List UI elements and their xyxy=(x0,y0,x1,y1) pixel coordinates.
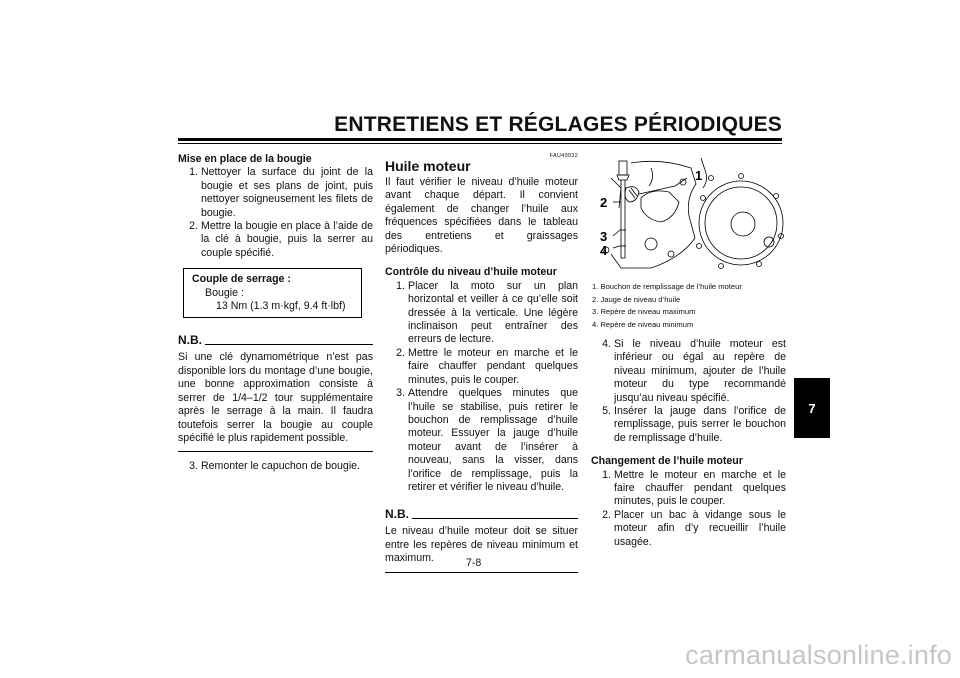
column-right xyxy=(591,338,786,549)
callout-4: 4 xyxy=(600,243,608,258)
nb-label: N.B. xyxy=(385,507,409,522)
section-intro: Il faut vérifier le niveau d’huile moteur avant chaque départ. Il convient également de changer l’huile aux fréquences spécifiées dans le tableau des entretiens et graissages périodiques. xyxy=(385,176,578,256)
nb-bottom-rule xyxy=(385,572,578,573)
torque-spec-box xyxy=(183,268,362,318)
section-title: Huile moteur xyxy=(385,158,471,174)
list-item: 5. Insérer la jauge dans l’orifice de remplissage, puis serrer le bouchon de remplissage d’huile. xyxy=(602,405,786,444)
list-item: 3. Remonter le capuchon de bougie. xyxy=(189,460,361,473)
nb-text: Si une clé dynamométrique n’est pas disponible lors du montage d’une bougie, une bonne approximation consiste à serrer de 1/4–1/2 tour supplémentaire après le serrage à la main. Il faudra toutefois serrer la bougie au couple spécifié le plus rapidement possible. xyxy=(178,351,373,444)
chapter-tab: 7 xyxy=(794,378,830,438)
figure-caption: 3. Repère de niveau maximum xyxy=(592,307,696,317)
oil-check-heading: Contrôle du niveau d’huile moteur xyxy=(385,266,557,279)
page-number: 7-8 xyxy=(466,557,482,569)
figure-caption: 2. Jauge de niveau d’huile xyxy=(592,294,681,304)
column-left xyxy=(178,153,373,474)
list-item: 1. Placer la moto sur un plan horizontal et veiller à ce qu’elle soit dressée à la verticale. Une légère inclinaison peut entraîner des erreurs de lecture. xyxy=(396,279,578,346)
spark-plug-install-heading: Mise en place de la bougie xyxy=(178,153,312,165)
spark-plug-steps xyxy=(178,166,373,260)
list-item: 1. Mettre le moteur en marche et le faire chauffer pendant quelques minutes, puis le couper. xyxy=(602,468,786,508)
callout-2: 2 xyxy=(600,195,608,210)
torque-spec-value: 13 Nm (1.3 m·kgf, 9.4 ft·lbf) xyxy=(216,300,346,313)
oil-change-heading: Changement de l’huile moteur xyxy=(591,455,743,468)
engine-illustration xyxy=(591,158,786,276)
nb-header xyxy=(385,508,578,521)
page-title: ENTRETIENS ET RÉGLAGES PÉRIODIQUES xyxy=(334,113,782,136)
figure-caption: 1. Bouchon de remplissage de l’huile moteur xyxy=(592,282,742,291)
list-item: 2. Mettre le moteur en marche et le faire chauffer pendant quelques minutes, puis le couper. xyxy=(396,346,578,386)
nb-rule xyxy=(412,518,578,519)
column-middle xyxy=(385,153,578,573)
section-code: FAU49932 xyxy=(549,153,578,159)
oil-check-steps-cont xyxy=(591,338,786,445)
list-item: 3. Attendre quelques minutes que l’huile se stabilise, puis retirer le bouchon de remplissage d’huile moteur. Essuyer la jauge d’huile moteur avant de l’insérer à nouveau, sans la visser, dans l’orifice de remplissage, puis la retirer et vérifier le niveau d’huile. xyxy=(396,387,578,493)
list-item: 2. Placer un bac à vidange sous le moteur afin d’y recueillir l’huile usagée. xyxy=(602,508,786,548)
nb-rule xyxy=(205,344,373,345)
nb-label: N.B. xyxy=(178,333,202,348)
oil-check-steps xyxy=(385,280,578,495)
torque-spec-title: Couple de serrage : xyxy=(192,273,291,286)
nb-text: Le niveau d’huile moteur doit se situer entre les repères de niveau minimum et maximum. xyxy=(385,525,578,565)
header-rule-thin xyxy=(178,143,782,144)
nb-bottom-rule xyxy=(178,451,373,452)
figure-captions xyxy=(592,281,787,331)
watermark: carmanualsonline.info xyxy=(685,640,952,670)
nb-header xyxy=(178,334,373,347)
callout-1: 1 xyxy=(695,168,703,183)
list-item: 4. Si le niveau d’huile moteur est inférieur ou égal au repère de niveau minimum, ajouter de l’huile moteur du type recommandé jusqu’au niveau spécifié. xyxy=(602,338,786,404)
header-rule-thick xyxy=(178,138,782,141)
figure-caption: 4. Repère de niveau minimum xyxy=(592,319,694,329)
oil-change-steps xyxy=(591,469,786,549)
engine-oil-figure xyxy=(591,158,786,276)
torque-spec-item: Bougie : xyxy=(205,286,244,299)
list-item: 2. Mettre la bougie en place à l’aide de la clé à bougie, puis la serrer au couple spécifié. xyxy=(189,220,373,259)
callout-3: 3 xyxy=(600,229,608,244)
list-item: 1. Nettoyer la surface du joint de la bougie et ses plans de joint, puis nettoyer soigneusement les filets de bougie. xyxy=(189,166,373,219)
